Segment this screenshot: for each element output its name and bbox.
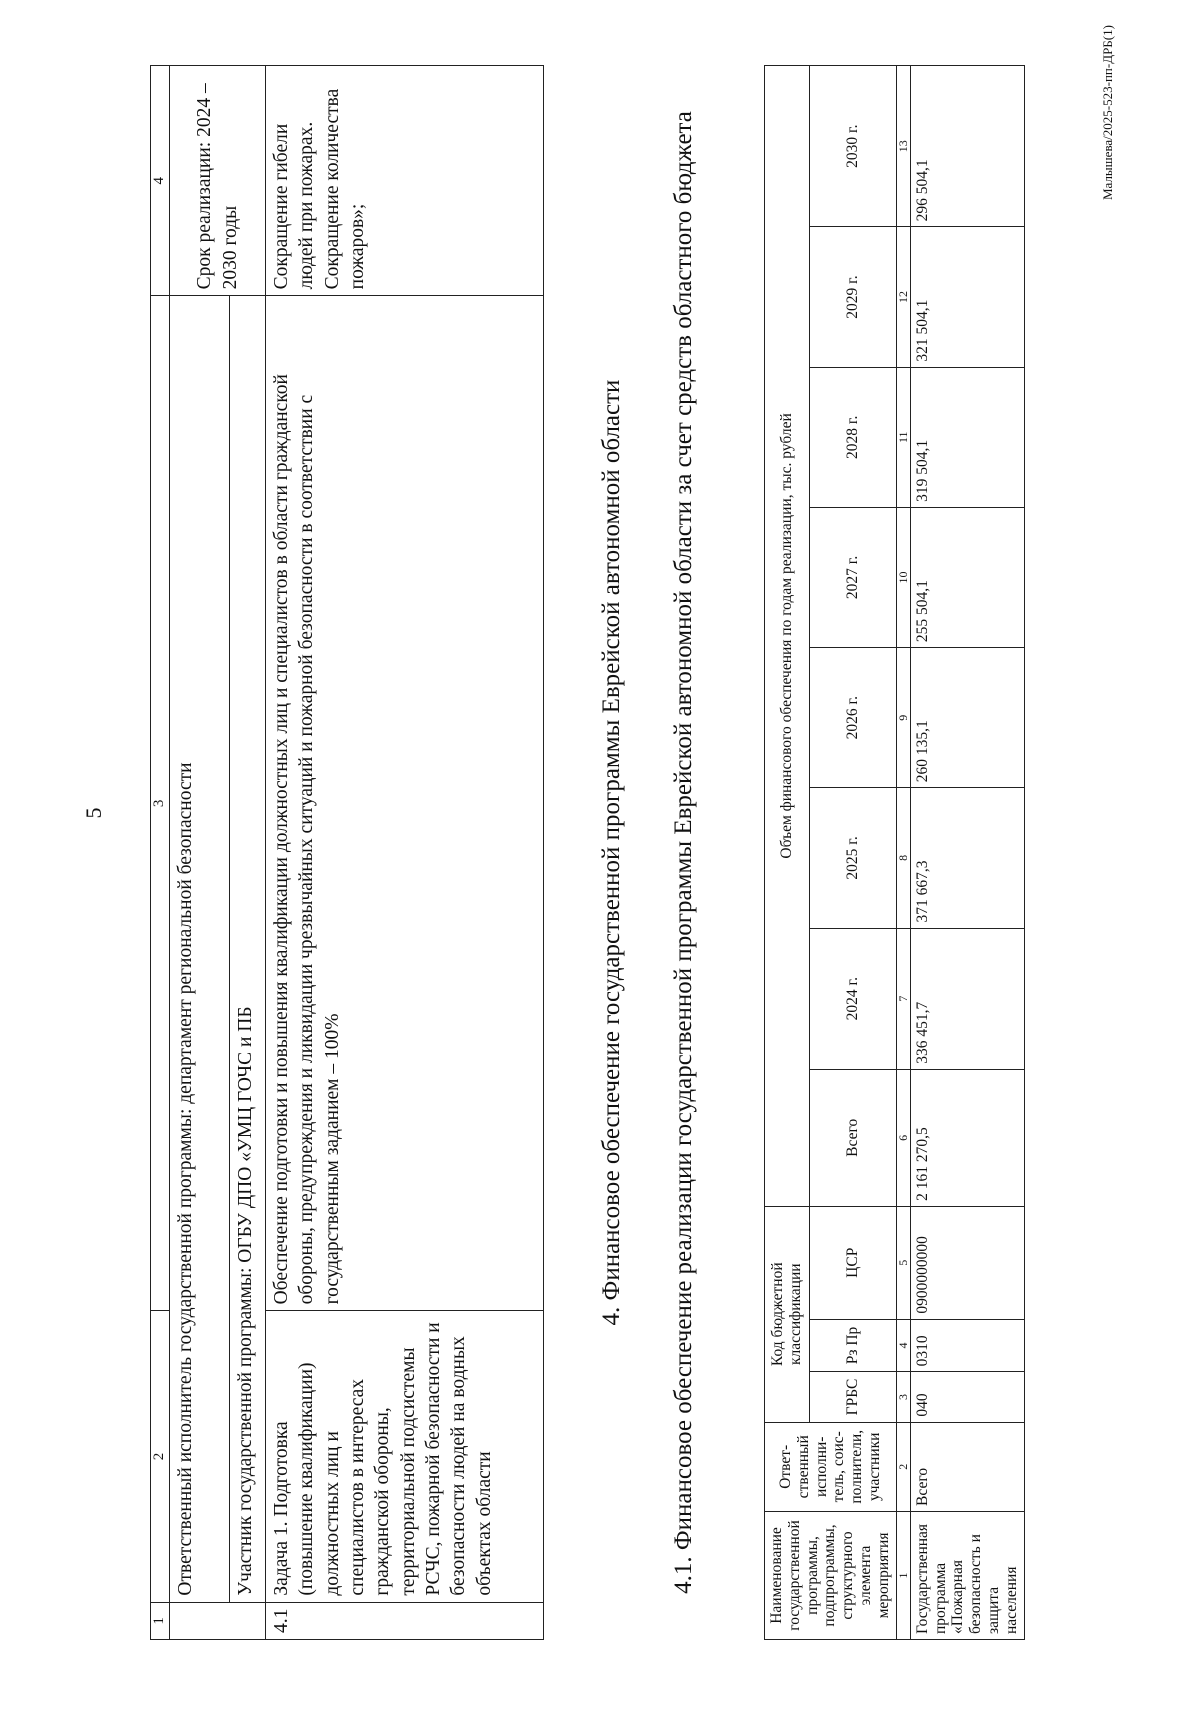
row-grbs: 040 — [910, 1372, 1024, 1422]
header-year: 2024 г. — [809, 928, 896, 1069]
col-number: 12 — [896, 227, 910, 367]
row-csr: 0900000000 — [910, 1206, 1024, 1319]
row-value: 371 667,3 — [910, 788, 1024, 928]
section-heading: 4. Финансовое обеспечение государственной программы Еврейской автономной области — [598, 379, 625, 1326]
rotated-page-content — [150, 25, 1150, 1640]
col-number: 8 — [896, 788, 910, 928]
header-rzpr: Рз Пр — [809, 1319, 896, 1372]
col-number: 3 — [896, 1372, 910, 1422]
column-numbers-row — [896, 66, 910, 1640]
col-number: 2 — [151, 1311, 170, 1602]
row-value: 296 504,1 — [910, 66, 1024, 227]
col-number: 7 — [896, 928, 910, 1069]
col-number: 13 — [896, 66, 910, 227]
row-total: 2 161 270,5 — [910, 1069, 1024, 1206]
financing-table — [764, 65, 1025, 1640]
col-number: 10 — [896, 507, 910, 647]
col-number: 2 — [896, 1422, 910, 1511]
table-row — [910, 66, 1024, 1640]
task-number: 4.1 — [266, 1602, 544, 1639]
col-number: 11 — [896, 367, 910, 507]
col-number: 1 — [896, 1511, 910, 1639]
task-result: Сокращение гибели людей при пожарах. Сокращение количества пожаров»; — [266, 66, 544, 296]
col-number: 4 — [151, 66, 170, 296]
header-grbs: ГРБС — [809, 1372, 896, 1422]
col-number: 6 — [896, 1069, 910, 1206]
row-responsible: Всего — [910, 1422, 1024, 1511]
col-number: 9 — [896, 648, 910, 788]
header-volume: Объем финансового обеспечения по годам реализации, тыс. рублей — [765, 66, 810, 1207]
header-total: Всего — [809, 1069, 896, 1206]
header-name: Наименование государственной программы, подпрограммы, структурного элемента мероприятия — [765, 1511, 897, 1639]
header-year: 2029 г. — [809, 227, 896, 367]
header-year: 2025 г. — [809, 788, 896, 928]
row-value: 336 451,7 — [910, 928, 1024, 1069]
header-csr: ЦСР — [809, 1206, 896, 1319]
implementation-term: Срок реализации: 2024 – 2030 годы — [170, 66, 266, 296]
task-name: Задача 1. Подготовка (повышение квалификации) должностных лиц и специалистов в интересах гражданской обороны, территориальной подсистемы РСЧС, пожарной безопасности и безопасности людей на водных объектах области — [266, 1311, 544, 1602]
responsible-executor: Ответственный исполнитель государственной программы: департамент региональной безопасности — [170, 296, 230, 1602]
program-structure-table — [150, 65, 544, 1640]
task-row — [266, 66, 544, 1640]
row-value: 319 504,1 — [910, 367, 1024, 507]
col-number: 1 — [151, 1602, 170, 1639]
document-footer: Малышева/2025-523-пп-ДРБ(1) — [1100, 25, 1115, 200]
page-number: 5 — [81, 807, 106, 819]
header-budget-code: Код бюджетной классификации — [765, 1206, 810, 1422]
row-value: 255 504,1 — [910, 507, 1024, 647]
col-number: 5 — [896, 1206, 910, 1319]
header-year: 2026 г. — [809, 648, 896, 788]
row-value: 260 135,1 — [910, 648, 1024, 788]
col-number: 4 — [896, 1319, 910, 1372]
row-value: 321 504,1 — [910, 227, 1024, 367]
column-numbers-row — [151, 66, 170, 1640]
task-description: Обеспечение подготовки и повышения квалификации должностных лиц и специалистов в области гражданской обороны, предупреждения и ликвидации чрезвычайных ситуаций и пожарной безопасности в соответствии с государственным заданием – 100% — [266, 296, 544, 1311]
col-number: 3 — [151, 296, 170, 1311]
header-responsible: Ответ-ственный исполни-тель, соис-полнители, участники — [765, 1422, 897, 1511]
header-year: 2030 г. — [809, 66, 896, 227]
row-rzpr: 0310 — [910, 1319, 1024, 1372]
header-year: 2028 г. — [809, 367, 896, 507]
subsection-heading: 4.1. Финансовое обеспечение реализации государственной программы Еврейской автономной области за счет средств областного бюджета — [670, 111, 697, 1594]
program-participant: Участник государственной программы: ОГБУ ДПО «УМЦ ГОЧС и ПБ — [230, 296, 266, 1602]
row-name: Государственная программа «Пожарная безопасность и защита населения — [910, 1511, 1024, 1639]
header-year: 2027 г. — [809, 507, 896, 647]
